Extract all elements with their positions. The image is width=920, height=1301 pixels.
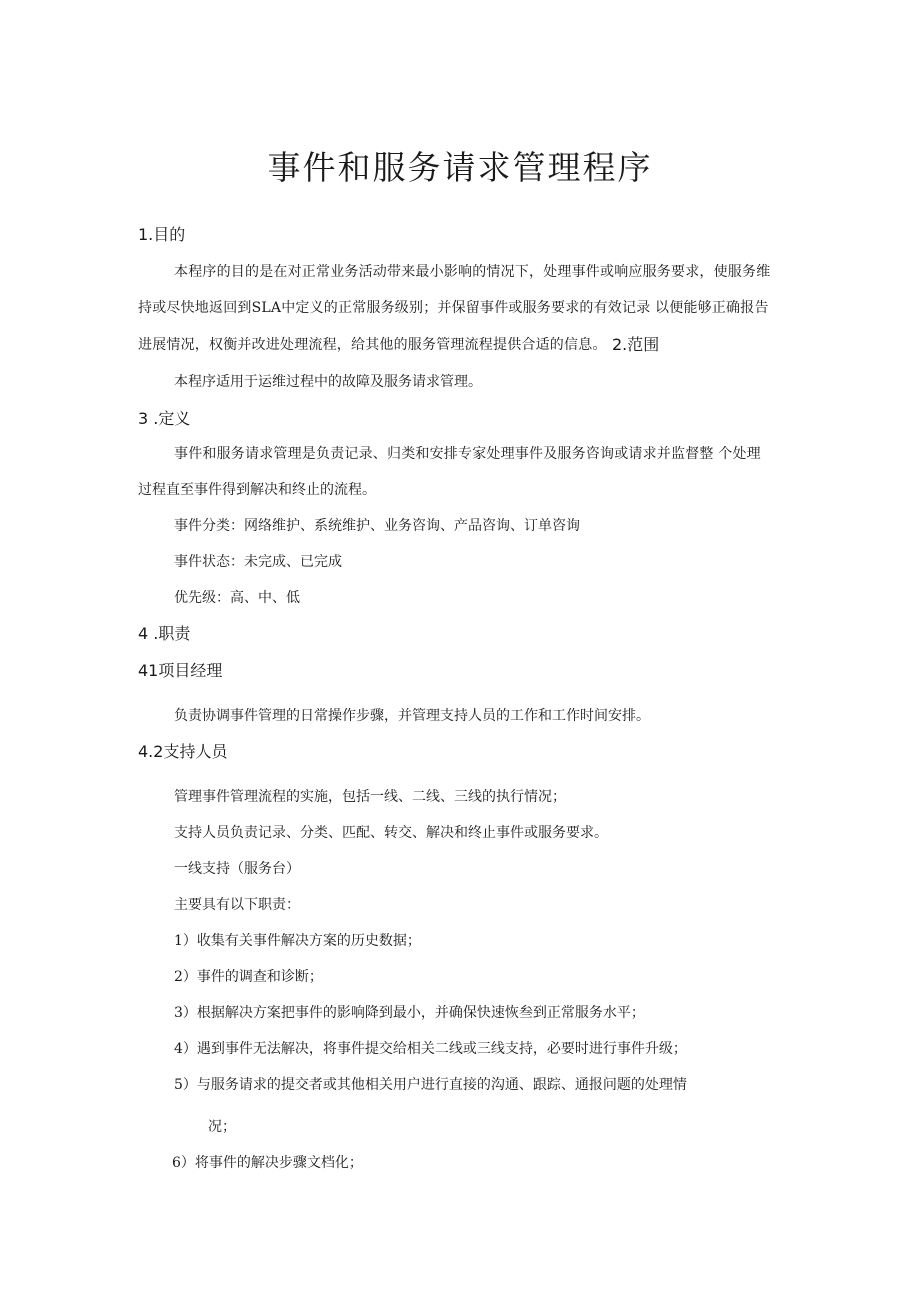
list-item: 4）遇到事件无法解决，将事件提交给相关二线或三线支持，必要时进行事件升级； <box>174 1041 687 1057</box>
section-3-line-4: 事件状态：未完成、已完成 <box>174 554 342 570</box>
section-1-line-1: 本程序的目的是在对正常业务活动带来最小影响的情况下，处理事件或响应服务要求，使服务维 <box>174 264 771 280</box>
section-4-2-line-4: 主要具有以下职责： <box>174 897 300 913</box>
section-4-2-line-1: 管理事件管理流程的实施，包括一线、二线、三线的执行情况； <box>174 789 566 805</box>
section-4-2-line-2: 支持人员负责记录、分类、匹配、转交、解决和终止事件或服务要求。 <box>174 825 608 841</box>
section-1-heading: 1.目的 <box>138 225 186 244</box>
section-3-line-5: 优先级：高、中、低 <box>174 590 300 606</box>
list-item-continuation: 况； <box>208 1119 236 1135</box>
section-4-2-line-3: 一线支持（服务台） <box>174 861 300 877</box>
list-item: 3）根据解决方案把事件的影响降到最小，并确保快速恢叁到正常服务水平； <box>174 1005 645 1021</box>
list-item: 6）将事件的解决步骤文档化； <box>172 1155 363 1171</box>
section-3-heading: 3 .定义 <box>138 409 191 428</box>
section-3-line-1: 事件和服务请求管理是负责记录、归类和安排专家处理事件及服务咨询或请求并监督整 个处理 <box>174 446 761 462</box>
list-item: 5）与服务请求的提交者或其他相关用户进行直接的沟通、跟踪、通报问题的处理情 <box>174 1077 687 1093</box>
section-3-line-3: 事件分类：网络维护、系统维护、业务咨询、产品咨询、订单咨询 <box>174 518 580 534</box>
list-item: 2）事件的调查和诊断； <box>174 969 323 985</box>
section-2-heading: 2.范围 <box>612 335 660 354</box>
section-4-heading: 4 .职责 <box>138 624 191 643</box>
section-2-line-1: 本程序适用于运维过程中的故障及服务请求管理。 <box>174 374 482 390</box>
section-4-2-heading: 4.2支持人员 <box>138 742 228 761</box>
section-1-line-2: 持或尽快地返回到SLA中定义的正常服务级别；并保留事件或服务要求的有效记录 以便能够正确报告 <box>138 300 769 316</box>
section-3-line-2: 过程直至事件得到解决和终止的流程。 <box>138 482 376 498</box>
document-title: 事件和服务请求管理程序 <box>267 148 653 187</box>
section-4-1-heading: 41项目经理 <box>138 661 223 680</box>
list-item: 1）收集有关事件解决方案的历史数据； <box>174 933 421 949</box>
section-1-line-3: 进展情况，权衡并改进处理流程，给其他的服务管理流程提供合适的信息。 <box>138 337 607 353</box>
section-4-1-line-1: 负责协调事件管理的日常操作步骤，并管理支持人员的工作和工作时间安排。 <box>174 708 650 724</box>
